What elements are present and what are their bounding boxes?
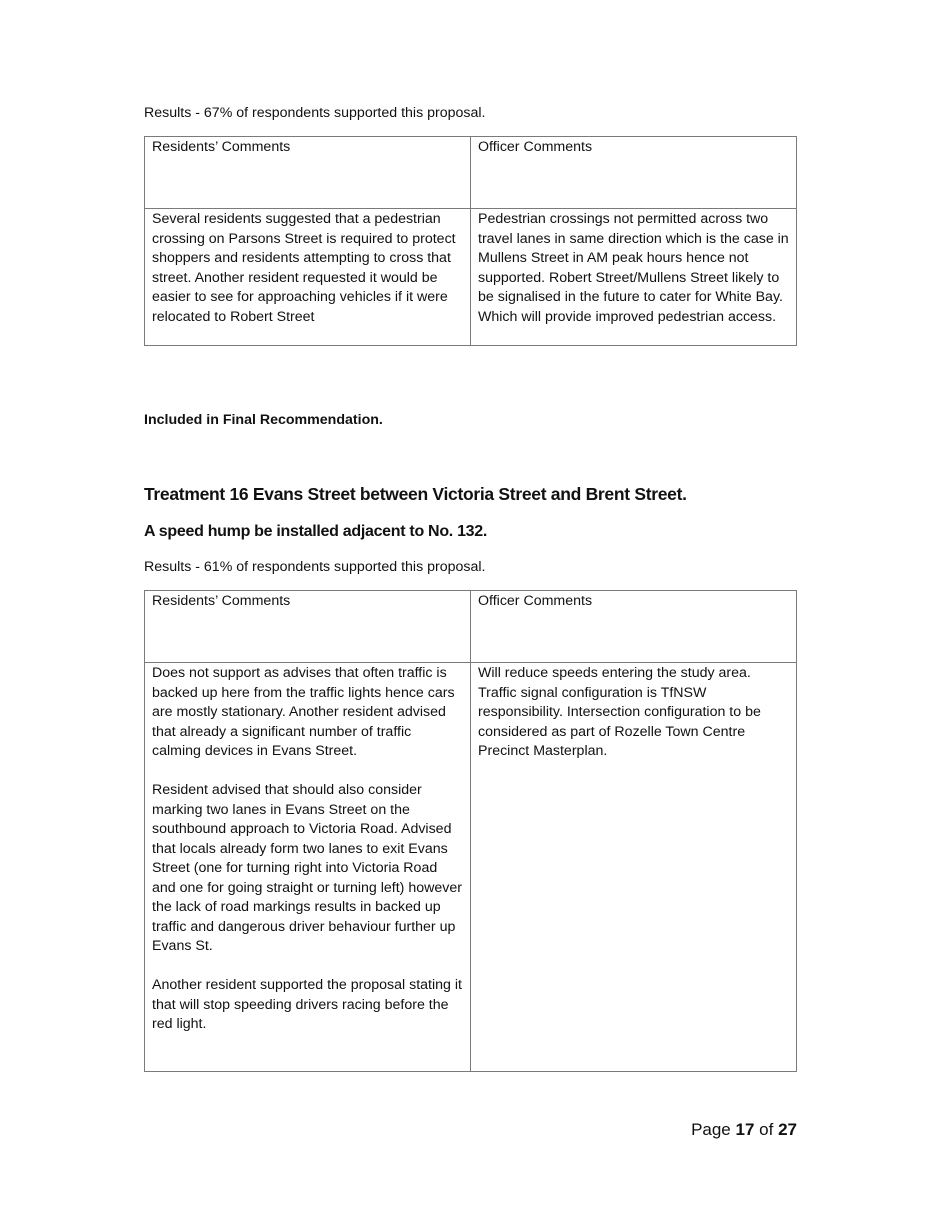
residents-comment-paragraph: Another resident supported the proposal stating it that will stop speeding drivers racing before the red light. [152,977,462,1032]
residents-comment-cell [145,663,471,1072]
page-of-label: of [759,1120,774,1139]
officer-comment-paragraph: Will reduce speeds entering the study area. Traffic signal configuration is TfNSW responsibility. Intersection configuration to be considered as part of Rozelle Town Centre Precinct Masterplan. [478,665,761,759]
page-footer [600,1120,797,1140]
column-header-residents: Residents’ Comments [145,137,471,209]
recommendation-text: Included in Final Recommendation. [144,412,383,428]
officer-comment-cell [471,209,797,346]
treatment-subheading: A speed hump be installed adjacent to No. 132. [144,523,488,540]
column-header-residents: Residents’ Comments [145,591,471,663]
residents-comment-paragraph: Several residents suggested that a pedestrian crossing on Parsons Street is required to protect shoppers and residents attempting to cross that street. Another resident requested it would be easier to see for approaching vehicles if it were relocated to Robert Street [152,211,456,325]
residents-comment-cell [145,209,471,346]
residents-comment-paragraph: Does not support as advises that often traffic is backed up here from the traffic lights hence cars are mostly stationary. Another resident advised that already a significant number of traffic calming devices in Evans Street. [152,665,455,759]
page-label: Page [691,1120,731,1139]
comments-table-1 [144,136,797,346]
residents-comment-paragraph: Resident advised that should also consider marking two lanes in Evans Street on the southbound approach to Victoria Road. Advised that locals already form two lanes to exit Evans Street (one for turning right into Victoria Road and one for going straight or turning left) however the lack of road markings results in backed up traffic and dangerous driver behaviour further up Evans St. [152,782,462,954]
officer-comment-cell [471,663,797,1072]
results-text-2: Results - 61% of respondents supported this proposal. [144,559,486,575]
results-text-1: Results - 67% of respondents supported this proposal. [144,105,486,121]
page-current: 17 [735,1120,755,1139]
treatment-heading: Treatment 16 Evans Street between Victoria Street and Brent Street. [144,484,687,504]
column-header-officer: Officer Comments [471,137,797,209]
officer-comment-paragraph: Pedestrian crossings not permitted across two travel lanes in same direction which is the case in Mullens Street in AM peak hours hence not supported. Robert Street/Mullens Street likely to be signalised in the future to cater for White Bay. Which will provide improved pedestrian access. [478,211,789,325]
comments-table-2 [144,590,797,1072]
page-total: 27 [778,1120,797,1139]
column-header-officer: Officer Comments [471,591,797,663]
